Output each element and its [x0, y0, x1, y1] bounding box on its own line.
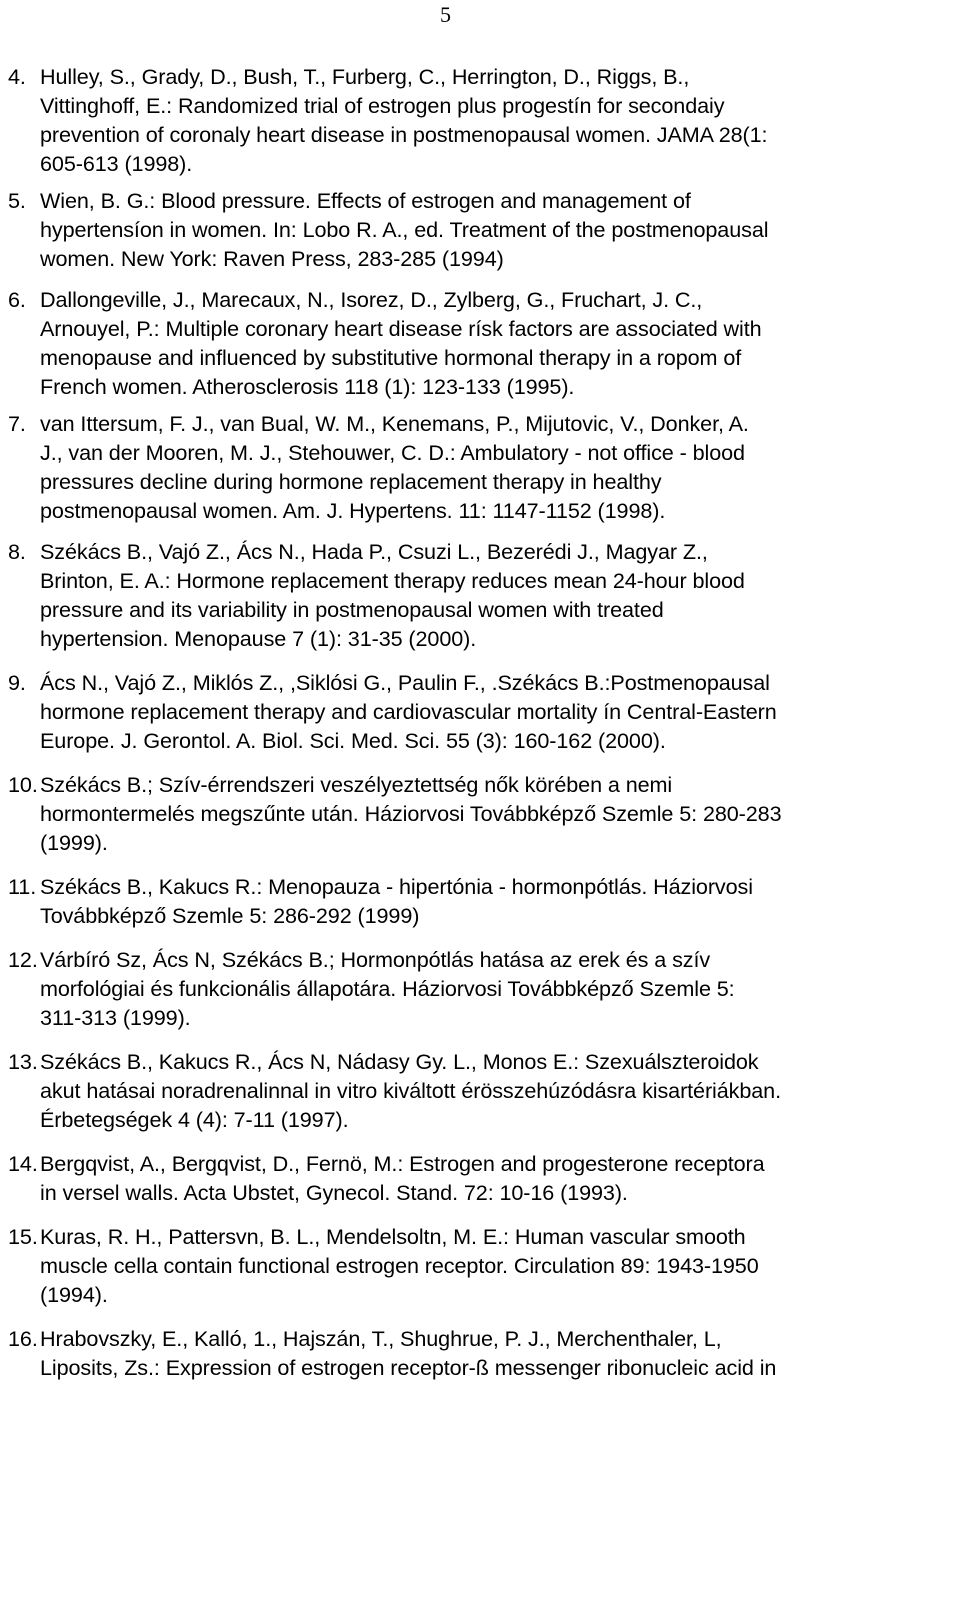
reference-number: 11. [8, 874, 37, 899]
reference-item [0, 770, 960, 857]
reference-text-line: menopause and influenced by substitutive hormonal therapy in a ropom of [40, 345, 742, 370]
reference-text-line: Dallongeville, J., Marecaux, N., Isorez, D., Zylberg, G., Fruchart, J. C., [40, 287, 703, 312]
reference-item [0, 945, 960, 1032]
reference-text-line: Székács B., Vajó Z., Ács N., Hada P., Csuzi L., Bezerédi J., Magyar Z., [40, 539, 708, 564]
reference-list [0, 62, 960, 1382]
reference-text-line: (1999). [40, 830, 108, 855]
reference-text-line: Székács B., Kakucs R., Ács N, Nádasy Gy. L., Monos E.: Szexuálszteroidok [40, 1049, 759, 1074]
reference-number: 14. [8, 1151, 38, 1176]
reference-item [0, 285, 960, 401]
reference-text-line: Székács B., Kakucs R.: Menopauza - hipertónia - hormonpótlás. Háziorvosi [40, 874, 753, 899]
reference-text-line: Wien, B. G.: Blood pressure. Effects of estrogen and management of [40, 188, 691, 213]
reference-number: 15. [8, 1224, 38, 1249]
reference-text-line: Várbíró Sz, Ács N, Székács B.; Hormonpótlás hatása az erek és a szív [40, 947, 711, 972]
reference-number: 4. [8, 64, 26, 89]
reference-number: 7. [8, 411, 26, 436]
reference-text-line: Ács N., Vajó Z., Miklós Z., ,Siklósi G., Paulin F., .Székács B.:Postmenopausal [40, 670, 770, 695]
reference-text-line: Brinton, E. A.: Hormone replacement therapy reduces mean 24-hour blood [40, 568, 745, 593]
reference-item [0, 1149, 960, 1207]
reference-text-line: morfológiai és funkcionális állapotára. Háziorvosi Továbbképző Szemle 5: [40, 976, 735, 1001]
reference-text-line: in versel walls. Acta Ubstet, Gynecol. Stand. 72: 10-16 (1993). [40, 1180, 628, 1205]
reference-text-line: Továbbképző Szemle 5: 286-292 (1999) [40, 903, 420, 928]
reference-text-line: Arnouyel, P.: Multiple coronary heart disease rísk factors are associated with [40, 316, 762, 341]
reference-text-line: akut hatásai noradrenalinnal in vitro kiváltott érösszehúzódásra kisartériákban. [40, 1078, 781, 1103]
reference-number: 13. [8, 1049, 38, 1074]
reference-number: 12. [8, 947, 38, 972]
page-number: 5 [440, 2, 451, 27]
reference-text-line: 311-313 (1999). [40, 1005, 191, 1030]
reference-text-line: muscle cella contain functional estrogen receptor. Circulation 89: 1943-1950 [40, 1253, 759, 1278]
reference-text-line: Kuras, R. H., Pattersvn, B. L., Mendelsoltn, M. E.: Human vascular smooth [40, 1224, 746, 1249]
reference-number: 16. [8, 1326, 38, 1351]
reference-text-line: hormone replacement therapy and cardiovascular mortality ín Central-Eastern [40, 699, 777, 724]
reference-text-line: Vittinghoff, E.: Randomized trial of estrogen plus progestín for secondaiy [40, 93, 725, 118]
reference-text-line: postmenopausal women. Am. J. Hypertens. 11: 1147-1152 (1998). [40, 498, 666, 523]
reference-text-line: prevention of coronaly heart disease in postmenopausal women. JAMA 28(1: [40, 122, 768, 147]
reference-item [0, 186, 960, 273]
reference-text-line: van Ittersum, F. J., van Bual, W. M., Kenemans, P., Mijutovic, V., Donker, A. [40, 411, 749, 436]
reference-text-line: pressure and its variability in postmenopausal women with treated [40, 597, 664, 622]
reference-text-line: J., van der Mooren, M. J., Stehouwer, C. D.: Ambulatory - not office - blood [40, 440, 745, 465]
reference-text-line: 605-613 (1998). [40, 151, 193, 176]
reference-text-line: hypertensíon in women. In: Lobo R. A., ed. Treatment of the postmenopausal [40, 217, 769, 242]
reference-item [0, 1222, 960, 1309]
reference-text-line: Liposits, Zs.: Expression of estrogen receptor-ß messenger ribonucleic acid in [40, 1355, 777, 1380]
reference-text-line: Bergqvist, A., Bergqvist, D., Fernö, M.: Estrogen and progesterone receptora [40, 1151, 765, 1176]
reference-text-line: Érbetegségek 4 (4): 7-11 (1997). [40, 1107, 349, 1132]
reference-number: 8. [8, 539, 26, 564]
reference-number: 5. [8, 188, 26, 213]
reference-text-line: (1994). [40, 1282, 108, 1307]
reference-text-line: Hulley, S., Grady, D., Bush, T., Furberg, C., Herrington, D., Riggs, B., [40, 64, 690, 89]
reference-item [0, 872, 960, 930]
reference-item [0, 409, 960, 525]
reference-item [0, 1324, 960, 1382]
reference-text-line: hypertension. Menopause 7 (1): 31-35 (2000). [40, 626, 477, 651]
reference-text-line: pressures decline during hormone replacement therapy in healthy [40, 469, 662, 494]
reference-number: 6. [8, 287, 26, 312]
reference-item [0, 62, 960, 178]
reference-text-line: hormontermelés megszűnte után. Háziorvosi Továbbképző Szemle 5: 280-283 [40, 801, 782, 826]
reference-text-line: women. New York: Raven Press, 283-285 (1994) [40, 246, 504, 271]
reference-text-line: French women. Atherosclerosis 118 (1): 123-133 (1995). [40, 374, 575, 399]
reference-item [0, 668, 960, 755]
reference-text-line: Székács B.; Szív-érrendszeri veszélyeztettség nők körében a nemi [40, 772, 673, 797]
reference-text-line: Europe. J. Gerontol. A. Biol. Sci. Med. Sci. 55 (3): 160-162 (2000). [40, 728, 666, 753]
reference-item [0, 537, 960, 653]
reference-number: 10. [8, 772, 38, 797]
reference-text-line: Hrabovszky, E., Kalló, 1., Hajszán, T., Shughrue, P. J., Merchenthaler, L, [40, 1326, 722, 1351]
reference-number: 9. [8, 670, 26, 695]
reference-item [0, 1047, 960, 1134]
